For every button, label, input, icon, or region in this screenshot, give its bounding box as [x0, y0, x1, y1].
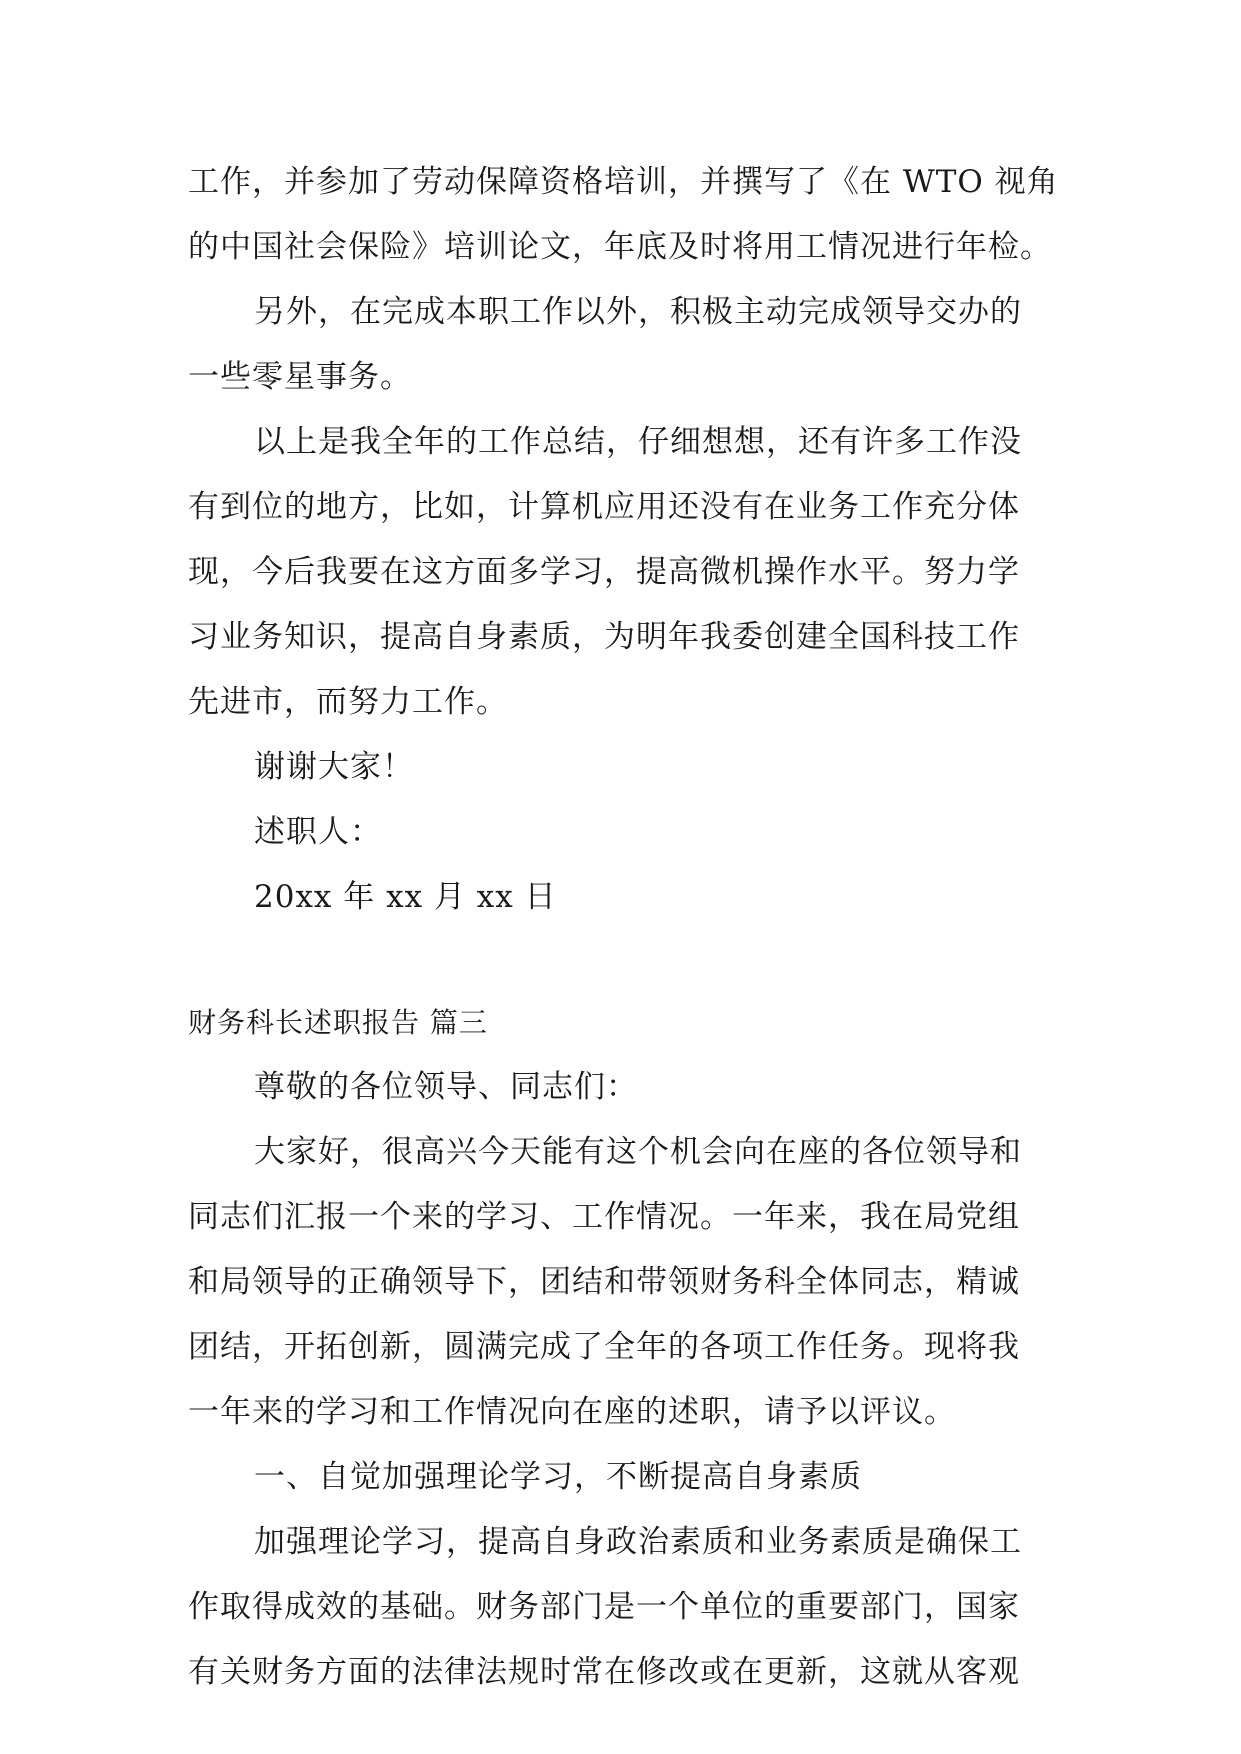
paragraph-line: 同志们汇报一个来的学习、工作情况。一年来，我在局党组 — [188, 1199, 1020, 1235]
paragraph-line: 有关财务方面的法律法规时常在修改或在更新，这就从客观 — [188, 1654, 1020, 1690]
paragraph-line: 有到位的地方，比如，计算机应用还没有在业务工作充分体 — [188, 489, 1020, 525]
paragraph-line: 工作，并参加了劳动保障资格培训，并撰写了《在 WTO 视角 — [188, 164, 1059, 200]
section-spacer — [188, 930, 1058, 990]
signature-label: 述职人： — [254, 814, 382, 850]
paragraph-line: 另外，在完成本职工作以外，积极主动完成领导交办的 — [254, 294, 1022, 330]
paragraph-line: 习业务知识，提高自身素质，为明年我委创建全国科技工作 — [188, 619, 1020, 655]
section-title: 财务科长述职报告 篇三 — [188, 1006, 488, 1039]
paragraph-line: 大家好，很高兴今天能有这个机会向在座的各位领导和 — [254, 1134, 1022, 1170]
closing-thanks: 谢谢大家！ — [254, 749, 414, 785]
paragraph-line: 现，今后我要在这方面多学习，提高微机操作水平。努力学 — [188, 554, 1020, 590]
paragraph-line: 加强理论学习，提高自身政治素质和业务素质是确保工 — [254, 1524, 1022, 1560]
paragraph-line: 和局领导的正确领导下，团结和带领财务科全体同志，精诚 — [188, 1264, 1020, 1300]
subsection-heading: 一、自觉加强理论学习，不断提高自身素质 — [254, 1459, 862, 1495]
document-body — [188, 150, 1058, 1705]
paragraph-line: 以上是我全年的工作总结，仔细想想，还有许多工作没 — [254, 424, 1022, 460]
paragraph-line: 一些零星事务。 — [188, 359, 412, 395]
salutation: 尊敬的各位领导、同志们： — [254, 1069, 638, 1105]
paragraph-line: 先进市，而努力工作。 — [188, 684, 508, 720]
paragraph-line: 的中国社会保险》培训论文，年底及时将用工情况进行年检。 — [188, 229, 1052, 265]
paragraph-line: 作取得成效的基础。财务部门是一个单位的重要部门，国家 — [188, 1589, 1020, 1625]
signature-date: 20xx 年 xx 月 xx 日 — [254, 879, 557, 915]
paragraph-line: 团结，开拓创新，圆满完成了全年的各项工作任务。现将我 — [188, 1329, 1020, 1365]
paragraph-line: 一年来的学习和工作情况向在座的述职，请予以评议。 — [188, 1394, 956, 1430]
